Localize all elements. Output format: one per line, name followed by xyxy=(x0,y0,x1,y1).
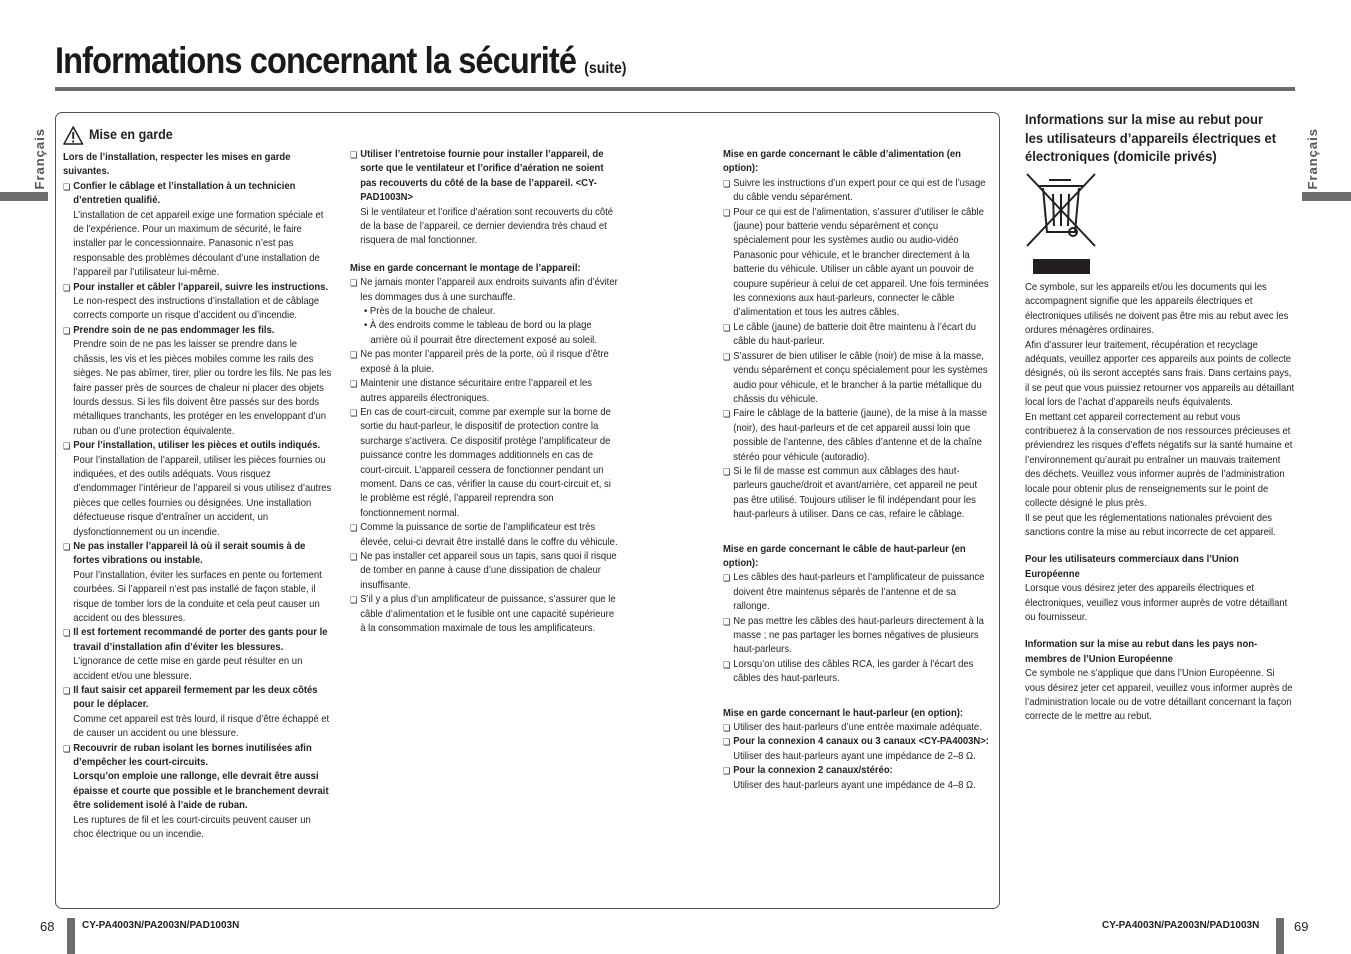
list-item xyxy=(350,593,620,636)
disposal-text xyxy=(1025,281,1295,725)
item-text: ❏ Maintenir une distance sécuritaire entre l’appareil et les autres appareils électroniques. xyxy=(360,378,592,404)
disposal-paragraph: Ce symbole, sur les appareils et/ou les documents qui les accompagnent signifie que les appareils électriques et électroniques utilisés ne doivent pas être mis au rebut avec les ordures ménagères ordinaires. xyxy=(1025,282,1289,337)
item-text: Les ruptures de fil et les court-circuits peuvent causer un choc électrique ou un incendie. xyxy=(73,814,311,841)
commercial-heading: Pour les utilisateurs commerciaux dans l’Union Européenne xyxy=(1025,554,1239,580)
item-title: ❏ Il est fortement recommandé de porter des gants pour le travail d’installation afin d’éviter les blessures. xyxy=(73,627,328,653)
item-text: ❏ Pour ce qui est de l’alimentation, s’assurer d’utiliser le câble (jaune) pour batterie vendu séparément et conçu spécialement pour les systèmes audio ou audio-vidéo Panasonic pour véhicule, et le brancher directement à la batterie du véhicule. Utiliser un câble ayant un pouvoir de coupure supérieur à celui de cet appareil. Une fois terminées les connexions aux haut-parleurs, connecter le câble d’alimentation et tous les autres câbles. xyxy=(733,206,989,319)
list-item xyxy=(63,180,333,281)
item-text: ❏ Ne jamais monter l’appareil aux endroits suivants afin d’éviter les dommages dus à une surchauffe. xyxy=(360,277,618,303)
list-item xyxy=(350,377,620,406)
item-text: Pour l’installation, éviter les surfaces en pente ou fortement courbées. Si l’appareil n’est pas installé de façon stable, il risque de tomber lors de la conduite et cela peut causer un accident ou des blessures. xyxy=(73,569,322,624)
list-item xyxy=(63,540,333,626)
item-text: ❏ Lorsqu’on utilise des câbles RCA, les garder à l’écart des câbles des haut-parleurs. xyxy=(733,658,974,685)
item-title: ❏ Pour l’installation, utiliser les pièces et outils indiqués. xyxy=(73,440,321,452)
warning-icon xyxy=(63,126,83,145)
footer-model-right: CY-PA4003N/PA2003N/PAD1003N xyxy=(1102,920,1260,931)
item-text: Pour l’installation de l’appareil, utiliser les pièces fournies ou indiquées, et des outils adéquats. Vous risquez d’endommager l’intérieur de l’appareil si vous utilisez d’autres pièces que celles fournies ou désignées. Une installation défectueuse risque d’entraîner un accident, un dysfonctionnement ou un incendie. xyxy=(73,454,332,538)
caution-heading: Mise en garde xyxy=(63,126,333,145)
list-item xyxy=(723,407,993,465)
section-heading: Mise en garde concernant le câble d’alimentation (en option): xyxy=(723,149,961,175)
item-title: ❏ Recouvrir de ruban isolant les bornes inutilisées afin d’empêcher les court-circuits. xyxy=(73,742,312,769)
list-item xyxy=(350,276,620,348)
page-number-left: 68 xyxy=(40,919,55,934)
crossed-bin-icon xyxy=(1025,170,1097,276)
list-item xyxy=(723,350,993,408)
item-text: L’installation de cet appareil exige une formation spéciale et de l’expérience. Pour un maximum de sécurité, le faire installer par le concessionnaire. Panasonic n’est pas responsable des problèmes découlant d’une installation de l’appareil par l’utilisateur lui-même. xyxy=(73,209,324,279)
list-item: ❏ Pour la connexion 4 canaux ou 3 canaux <CY-PA4003N>: Utiliser des haut-parleurs ayant une impédance de 2–8 Ω. xyxy=(723,735,993,764)
non-eu-heading: Information sur la mise au rebut dans les pays non-membres de l’Union Européenne xyxy=(1025,639,1258,665)
list-item xyxy=(63,626,333,684)
item-text: ❏ Si le fil de masse est commun aux câblages des haut-parleurs gauche/droit et avant/arrière, cet appareil ne peut pas être utilisé. Toujours utiliser le fil indépendant pour les haut-parleurs à utiliser. Dans ce cas, refaire le câblage. xyxy=(733,465,978,521)
disposal-paragraph: Afin d’assurer leur traitement, récupération et recyclage adéquats, veuillez apporter ces appareils aux points de collecte désignés, où ils seront acceptés sans frais. Dans certains pays, il se peut que vous puissiez retourner vos appareils au détaillant local lors de l’achat d’appareils neufs équivalents. xyxy=(1025,339,1295,409)
section-heading: Mise en garde concernant le haut-parleur (en option): xyxy=(723,707,964,719)
list-item xyxy=(723,658,993,687)
list-item xyxy=(723,206,993,321)
item-text: L’ignorance de cette mise en garde peut résulter en un accident et/ou une blessure. xyxy=(73,656,303,682)
page-number-right: 69 xyxy=(1294,919,1309,934)
list-item xyxy=(63,324,333,439)
item-text: ❏ Faire le câblage de la batterie (jaune), de la mise à la masse (noir), des haut-parleurs et de cet appareil aussi loin que possible de l’antenne, des câbles d’antenne et de la chaîne stéréo pour véhicule (autoradio). xyxy=(733,408,988,463)
item-title: ❏ Ne pas installer l’appareil là où il serait soumis à de fortes vibrations ou instable. xyxy=(73,540,306,567)
item-text: ❏ Comme la puissance de sortie de l’amplificateur est très élevée, celui-ci devrait être installé dans le coffre du véhicule. xyxy=(360,522,618,548)
list-item xyxy=(63,742,333,843)
item-title: ❏ Pour installer et câbler l’appareil, suivre les instructions. xyxy=(73,281,329,293)
side-bar-right xyxy=(1302,192,1351,201)
caution-intro: Lors de l’installation, respecter les mises en garde suivantes. xyxy=(63,152,291,178)
side-label-right: Français xyxy=(1305,128,1320,190)
list-item xyxy=(350,521,620,550)
page-title: Informations concernant la sécurité (suite) xyxy=(55,40,627,81)
non-eu-text: Ce symbole ne s’applique que dans l’Union Européenne. Si vous désirez jeter cet appareil, veuillez vous informer auprès de l’administration locale ou de votre détaillant concernant la façon correcte de le mettre au rebut. xyxy=(1025,668,1293,723)
list-item xyxy=(723,465,993,523)
item-text: ❏ S’assurer de bien utiliser le câble (noir) de mise à la masse, vendu séparément et conçu spécialement pour les systèmes audio pour véhicule, et le brancher à la partie métallique du châssis du véhicule. xyxy=(733,350,988,405)
item-text: ❏ En cas de court-circuit, comme par exemple sur la borne de sortie du haut-parleur, le dispositif de protection contre la surcharge s’activera. Ce dispositif protège l’amplificateur de puissance contre les dommages additionnels en cas de court-circuit. L’appareil cessera de fonctionner pendant un moment. Dans ce cas, vérifier la cause du court-circuit et, si le problème est réglé, l’appareil reprendra son fonctionnement normal. xyxy=(360,406,611,519)
item-text: ❏ Le câble (jaune) de batterie doit être maintenu à l’écart du câble du haut-parleur. xyxy=(733,321,977,348)
caution-column-2 xyxy=(350,148,620,636)
item-text: ❏ Ne pas monter l’appareil près de la porte, où il risque d’être exposé à la pluie. xyxy=(360,349,609,375)
footer-bar-left xyxy=(67,918,75,954)
item-text: ❏ Suivre les instructions d’un expert pour ce qui est de l’usage du câble vendu séparément. xyxy=(733,177,986,204)
footer-bar-right xyxy=(1276,918,1284,954)
title-rule xyxy=(55,87,1295,91)
list-item xyxy=(350,550,620,593)
caution-column-3 xyxy=(723,148,993,793)
list-item xyxy=(723,177,993,206)
list-item: ❏ Utiliser l’entretoise fournie pour installer l’appareil, de sorte que le ventilateur et l’orifice d’aération ne soient pas recouverts du côté de la base de l’appareil. <CY-PAD1003N> Si le ventilateur et l’orifice d’aération sont recouverts du côté de la base de l’appareil, ce dernier deviendra très chaud et risquera de mal fonctionner. xyxy=(350,148,620,249)
list-item xyxy=(723,571,993,614)
item-text: ❏ Ne pas mettre les câbles des haut-parleurs directement à la masse ; ne pas partager les bornes négatives de plusieurs haut-parleurs. xyxy=(733,615,984,656)
list-item: ❏ Pour la connexion 2 canaux/stéréo: Utiliser des haut-parleurs ayant une impédance de 4–8 Ω. xyxy=(723,764,993,793)
list-item: ❏ Utiliser des haut-parleurs d’une entrée maximale adéquate. xyxy=(723,721,993,735)
bullet-text: • Près de la bouche de chaleur. xyxy=(363,306,496,318)
side-bar-left xyxy=(0,192,48,201)
item-text: Le non-respect des instructions d’installation et de câblage corrects comporte un risque d’accident ou d’incendie. xyxy=(73,296,320,322)
page-subtitle: (suite) xyxy=(584,60,627,77)
disposal-paragraph: Il se peut que les réglementations nationales prévoient des sanctions contre la mise au rebut incorrecte de cet appareil. xyxy=(1025,512,1276,538)
section-heading: Mise en garde concernant le montage de l’appareil: xyxy=(350,262,581,274)
section-heading: Mise en garde concernant le câble de haut-parleur (en option): xyxy=(723,543,966,569)
item-title: ❏ Prendre soin de ne pas endommager les fils. xyxy=(73,324,275,336)
item-text: ❏ S’il y a plus d’un amplificateur de puissance, s’assurer que le câble d’alimentation et le fusible ont une capacité supérieure à la consommation maximale de tous les amplificateurs. xyxy=(360,594,616,634)
item-text: ❏ Les câbles des haut-parleurs et l’amplificateur de puissance doivent être maintenus séparés de l’antenne et de sa rallonge. xyxy=(733,572,985,613)
item-bold-text: Lorsqu’on emploie une rallonge, elle devrait être aussi épaisse et courte que possible et le branchement devrait être solidement isolé à l’aide de ruban. xyxy=(73,771,329,812)
bullet-text: • À des endroits comme le tableau de bord ou la plage arrière où il pourrait être directement exposé au soleil. xyxy=(363,320,597,346)
item-text: Prendre soin de ne pas les laisser se prendre dans le châssis, les vis et les pièces mobiles comme les rails des sièges. Ne pas abîmer, tirer, plier ou tordre les fils. Ne pas les faire passer près de sources de chaleur ni placer des objets lourds dessus. Si les fils doivent être passés sur des bords métalliques tranchants, les protéger en les enveloppant d’un ruban ou d’une protection équivalente. xyxy=(73,339,332,437)
list-item xyxy=(63,684,333,742)
list-item xyxy=(63,439,333,540)
item-text: ❏ Ne pas installer cet appareil sous un tapis, sans quoi il risque de tomber en panne à cause d’une dissipation de chaleur insuffisante. xyxy=(360,550,617,591)
list-item xyxy=(723,615,993,658)
item-title: ❏ Confier le câblage et l’installation à un technicien d’entretien qualifié. xyxy=(73,180,296,207)
list-item xyxy=(350,348,620,377)
disposal-heading: Informations sur la mise au rebut pour les utilisateurs d’appareils électriques et électroniques (domicile privés) xyxy=(1025,111,1277,164)
list-item xyxy=(350,406,620,521)
commercial-text: Lorsque vous désirez jeter des appareils électriques et électroniques, veuillez vous informer auprès de votre détaillant ou fournisseur. xyxy=(1025,583,1288,623)
list-item xyxy=(723,321,993,350)
disposal-paragraph: En mettant cet appareil correctement au rebut vous contribuerez à la conservation de nos ressources précieuses et préviendrez les risques d’effets négatifs sur la santé humaine et l’environnement qu’aurait pu entraîner un mauvais traitement des déchets. Veuillez vous informer auprès de l’administration locale pour obtenir plus de renseignements sur le point de collecte désigné le plus près. xyxy=(1025,411,1293,510)
list-item xyxy=(63,281,333,324)
caution-column-1 xyxy=(63,126,333,843)
item-title: ❏ Il faut saisir cet appareil fermement par les deux côtés pour le déplacer. xyxy=(73,685,318,711)
side-label-left: Français xyxy=(32,128,47,190)
footer-model-left: CY-PA4003N/PA2003N/PAD1003N xyxy=(82,920,240,931)
item-text: Comme cet appareil est très lourd, il risque d’être échappé et de causer un accident ou une blessure. xyxy=(73,713,330,740)
